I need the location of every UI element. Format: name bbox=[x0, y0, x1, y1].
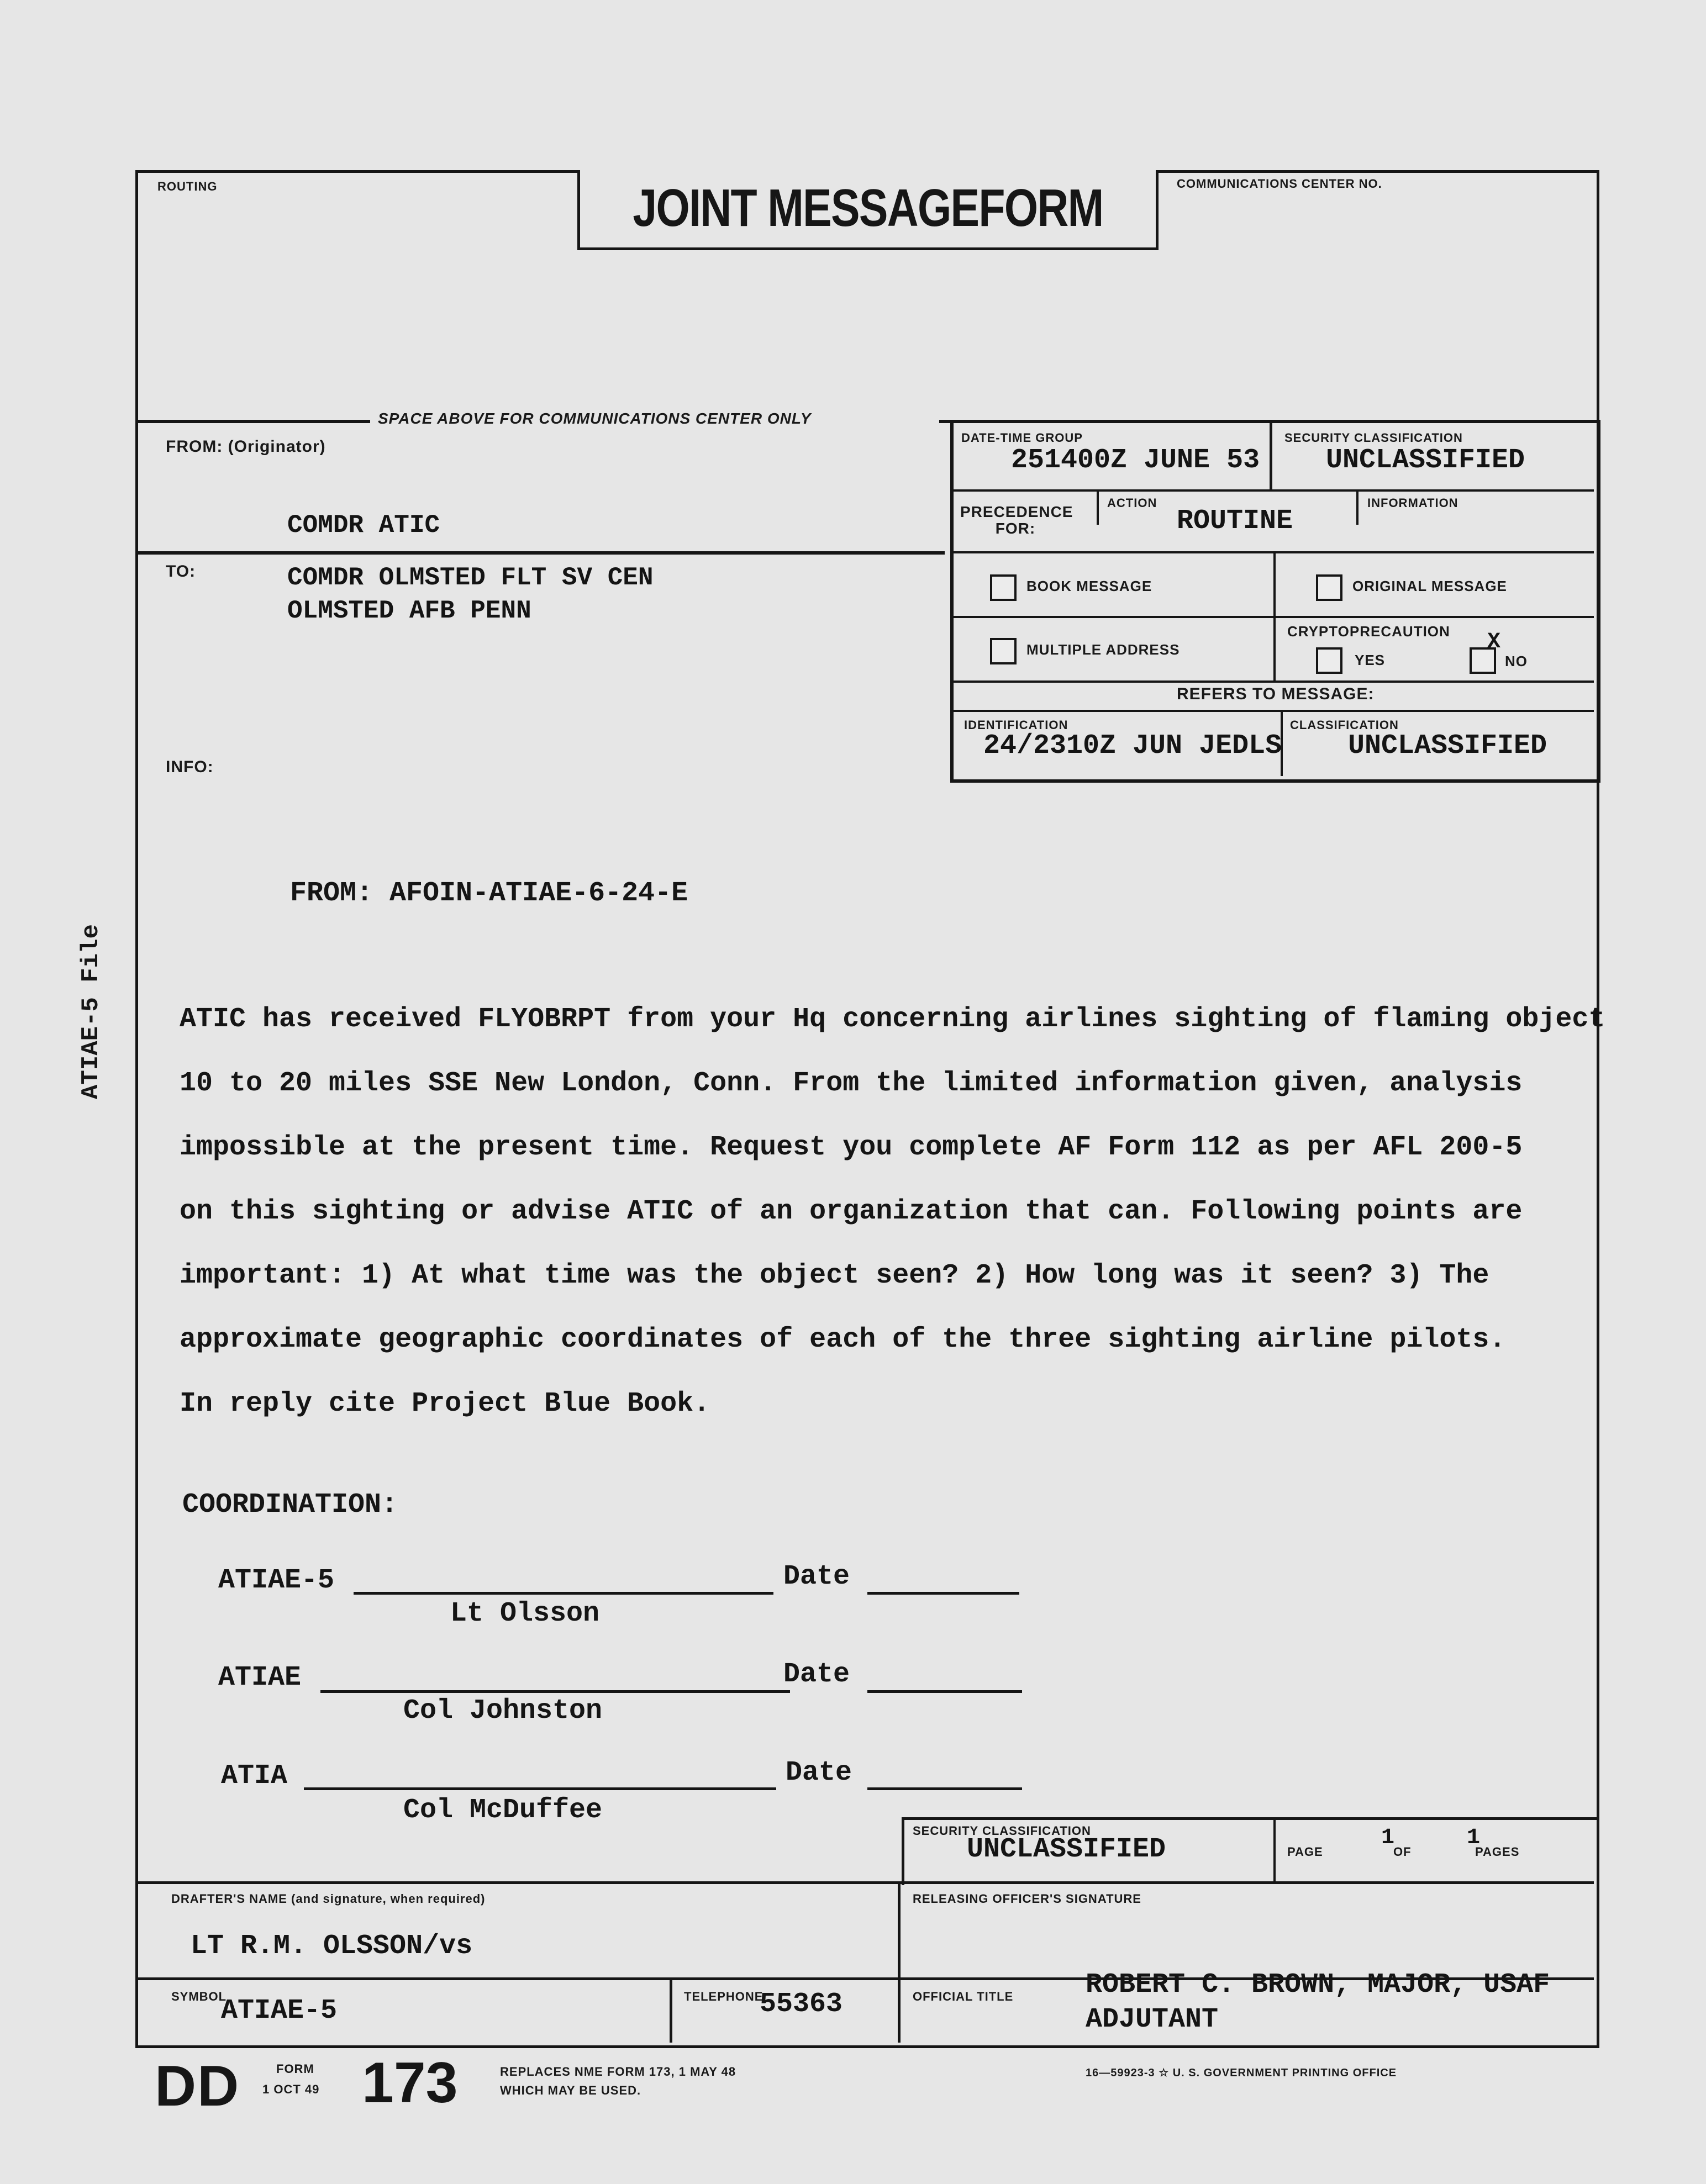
info-label: INFO: bbox=[166, 758, 214, 776]
official-title-line2: ADJUTANT bbox=[1086, 2004, 1219, 2035]
grid-v1 bbox=[1270, 423, 1272, 489]
coord-signature-line-2 bbox=[320, 1690, 790, 1693]
grid-v2 bbox=[1097, 492, 1099, 525]
precedence-label: PRECEDENCE FOR: bbox=[960, 503, 1073, 537]
to-label: TO: bbox=[166, 562, 196, 581]
drafter-value: LT R.M. OLSSON/vs bbox=[191, 1930, 473, 1962]
symbol-label: SYMBOL bbox=[171, 1990, 227, 2003]
grid-h4 bbox=[954, 680, 1594, 683]
coord-date-label-1: Date bbox=[783, 1561, 850, 1592]
refers-to-label: REFERS TO MESSAGE: bbox=[1177, 685, 1375, 703]
message-body bbox=[180, 988, 1605, 1436]
cryptoprecaution-label: CRYPTOPRECAUTION bbox=[1287, 623, 1450, 640]
to-line2: OLMSTED AFB PENN bbox=[287, 597, 531, 625]
page-number: 1 bbox=[1381, 1826, 1395, 1850]
side-file-note-text: ATIAE-5 File bbox=[77, 924, 105, 1099]
action-label: ACTION bbox=[1107, 496, 1157, 510]
grid-h3 bbox=[954, 616, 1594, 618]
body-line: ATIC has received FLYOBRPT from your Hq concerning airlines sighting of flaming object bbox=[180, 1004, 1605, 1035]
official-title-line1: ROBERT C. BROWN, MAJOR, USAF bbox=[1086, 1969, 1550, 2001]
multiple-address-label: MULTIPLE ADDRESS bbox=[1026, 641, 1180, 658]
body-line: on this sighting or advise ATIC of an organization that can. Following points are bbox=[180, 1196, 1523, 1227]
bottom-security-value: UNCLASSIFIED bbox=[967, 1834, 1166, 1865]
bottom-rule-1 bbox=[138, 1881, 1594, 1884]
releasing-officer-label: RELEASING OFFICER'S SIGNATURE bbox=[913, 1892, 1141, 1906]
routing-label: ROUTING bbox=[157, 180, 218, 193]
coord-date-line-1 bbox=[867, 1592, 1019, 1595]
pages-label: PAGES bbox=[1475, 1845, 1520, 1859]
crypto-yes-checkbox[interactable] bbox=[1316, 647, 1342, 674]
telephone-value: 55363 bbox=[760, 1988, 843, 2020]
security-class-label: SECURITY CLASSIFICATION bbox=[1284, 431, 1463, 445]
page-label: PAGE bbox=[1287, 1845, 1323, 1859]
body-line: In reply cite Project Blue Book. bbox=[180, 1388, 710, 1420]
body-line: approximate geographic coordinates of each of the three sighting airline pilots. bbox=[180, 1324, 1506, 1355]
multiple-address-checkbox[interactable] bbox=[990, 638, 1017, 664]
book-message-label: BOOK MESSAGE bbox=[1026, 578, 1152, 594]
bottom-vertical-main bbox=[898, 1881, 901, 2043]
action-value: ROUTINE bbox=[1177, 505, 1293, 537]
coord-office-2: ATIAE bbox=[218, 1662, 302, 1694]
from-label: FROM: (Originator) bbox=[166, 437, 326, 456]
coord-date-line-3 bbox=[867, 1787, 1022, 1790]
coord-office-3: ATIA bbox=[221, 1760, 288, 1792]
footer-form-date: 1 OCT 49 bbox=[262, 2082, 320, 2096]
coord-date-line-2 bbox=[867, 1690, 1022, 1693]
bottom-security-label: SECURITY CLASSIFICATION bbox=[913, 1824, 1091, 1838]
pages-total: 1 bbox=[1467, 1826, 1481, 1850]
coord-signature-line-3 bbox=[304, 1787, 776, 1790]
information-label: INFORMATION bbox=[1367, 496, 1458, 510]
coord-date-label-3: Date bbox=[786, 1757, 852, 1789]
crypto-no-label: NO bbox=[1505, 653, 1528, 669]
coord-name-2: Col Johnston bbox=[403, 1695, 603, 1727]
coord-date-label-2: Date bbox=[783, 1659, 850, 1690]
of-label: OF bbox=[1393, 1845, 1412, 1859]
coord-signature-line-1 bbox=[354, 1592, 773, 1595]
original-message-checkbox[interactable] bbox=[1316, 574, 1342, 601]
coord-name-3: Col McDuffee bbox=[403, 1795, 603, 1826]
security-class-value: UNCLASSIFIED bbox=[1326, 445, 1525, 476]
classification-label: CLASSIFICATION bbox=[1290, 718, 1399, 732]
space-above-rule-left bbox=[138, 420, 370, 423]
identification-value: 24/2310Z JUN JEDLS bbox=[983, 730, 1282, 762]
crypto-no-mark: X bbox=[1487, 630, 1501, 655]
footer-replaces-line1: REPLACES NME FORM 173, 1 MAY 48 bbox=[500, 2065, 736, 2079]
coordination-heading: COORDINATION: bbox=[182, 1489, 398, 1521]
coord-office-1: ATIAE-5 bbox=[218, 1565, 335, 1596]
identification-label: IDENTIFICATION bbox=[964, 718, 1068, 732]
crypto-yes-label: YES bbox=[1355, 652, 1386, 668]
drafter-label: DRAFTER'S NAME (and signature, when required) bbox=[171, 1892, 486, 1906]
body-line: 10 to 20 miles SSE New London, Conn. From the limited information given, analysis bbox=[180, 1068, 1523, 1099]
symbol-divider bbox=[670, 1980, 672, 2043]
official-title-label: OFFICIAL TITLE bbox=[913, 1990, 1014, 2003]
footer-replaces-line2: WHICH MAY BE USED. bbox=[500, 2083, 641, 2097]
footer-printing-office: 16—59923-3 ☆ U. S. GOVERNMENT PRINTING OFFICE bbox=[1086, 2067, 1397, 2079]
grid-v3 bbox=[1356, 492, 1359, 525]
coord-name-1: Lt Olsson bbox=[450, 1598, 600, 1629]
from-value: COMDR ATIC bbox=[287, 511, 440, 540]
grid-h5 bbox=[954, 710, 1594, 712]
grid-h1 bbox=[954, 489, 1594, 492]
dtg-value: 251400Z JUNE 53 bbox=[1011, 445, 1260, 476]
form-title: JOINT MESSAGEFORM bbox=[633, 178, 1103, 238]
comm-center-label: COMMUNICATIONS CENTER NO. bbox=[1177, 177, 1382, 191]
telephone-label: TELEPHONE bbox=[684, 1990, 764, 2003]
from-reference: FROM: AFOIN-ATIAE-6-24-E bbox=[290, 878, 688, 909]
original-message-label: ORIGINAL MESSAGE bbox=[1352, 578, 1507, 594]
dtg-label: DATE-TIME GROUP bbox=[961, 431, 1083, 445]
to-line1: COMDR OLMSTED FLT SV CEN bbox=[287, 563, 654, 592]
space-above-label: SPACE ABOVE FOR COMMUNICATIONS CENTER ONLY bbox=[378, 410, 812, 427]
body-line: important: 1) At what time was the object seen? 2) How long was it seen? 3) The bbox=[180, 1260, 1489, 1291]
classification-value: UNCLASSIFIED bbox=[1348, 730, 1547, 762]
symbol-value: ATIAE-5 bbox=[221, 1995, 338, 2027]
footer-dd: DD bbox=[155, 2054, 240, 2118]
side-file-note bbox=[77, 924, 105, 1099]
book-message-checkbox[interactable] bbox=[990, 574, 1017, 601]
from-to-rule bbox=[138, 551, 945, 555]
page-box-divider bbox=[1273, 1820, 1276, 1882]
footer-form-word: FORM bbox=[276, 2062, 314, 2076]
footer-form-number: 173 bbox=[362, 2051, 458, 2115]
body-line: impossible at the present time. Request you complete AF Form 112 as per AFL 200-5 bbox=[180, 1132, 1523, 1163]
